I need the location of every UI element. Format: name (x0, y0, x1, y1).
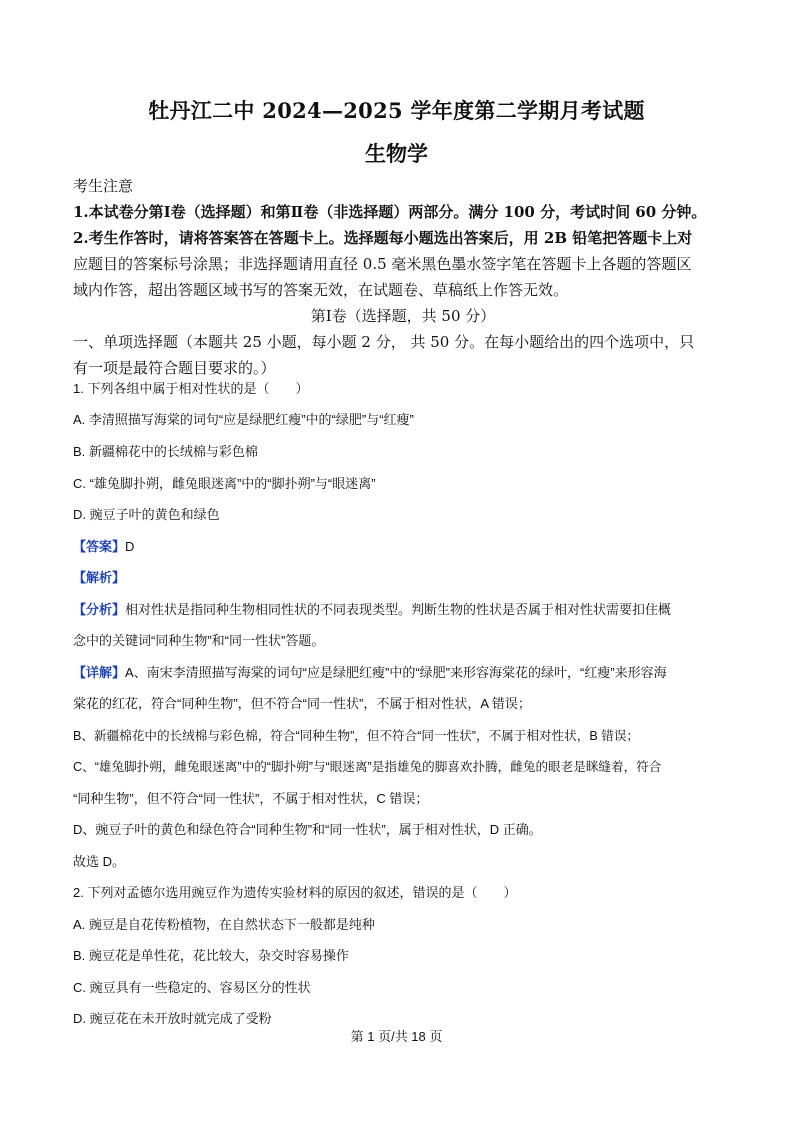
q1-option-d: D. 豌豆子叶的黄色和绿色 (73, 507, 220, 522)
q2-stem: 2. 下列对孟德尔选用豌豆作为遗传实验材料的原因的叙述，错误的是（ ） (73, 885, 517, 900)
q1-option-c: C. “雄兔脚扑朔，雌兔眼迷离”中的“脚扑朔”与“眼迷离” (73, 476, 376, 491)
fenxi-tag: 【分析】 (73, 602, 126, 617)
q2-option-d: D. 豌豆花在未开放时就完成了受粉 (73, 1011, 272, 1026)
q1-conclusion: 故选 D。 (73, 854, 126, 869)
notice-item-2-line-1: 2.考生作答时，请将答案答在答题卡上。选择题每小题选出答案后，用 2B 铅笔把答题卡上对 (73, 229, 693, 247)
page-number: 第 1 页/共 18 页 (350, 1029, 443, 1044)
q1-xiangjie-line-2: 棠花的红花，符合“同种生物”，但不符合“同一性状”，不属于相对性状，A 错误； (73, 696, 531, 711)
section-title: 第Ⅰ卷（选择题，共 50 分） (310, 307, 496, 325)
xiangjie-tag: 【详解】 (73, 665, 126, 680)
q2-option-c: C. 豌豆具有一些稳定的、容易区分的性状 (73, 980, 311, 995)
subject-title: 生物学 (365, 141, 428, 166)
exam-title: 牡丹江二中 2024—2025 学年度第二学期月考试题 (148, 98, 645, 123)
fenxi-text-1: 相对性状是指同种生物相同性状的不同表现类型。判断生物的性状是否属于相对性状需要扣住概 (125, 602, 672, 617)
notice-heading: 考生注意 (73, 177, 134, 195)
exam-notice (73, 173, 733, 381)
q1-xiangjie-line-1 (73, 662, 667, 681)
analysis-tag: 【解析】 (73, 570, 126, 585)
q1-xiangjie-line-5: “同种生物”，但不符合“同一性状”，不属于相对性状，C 错误； (73, 791, 429, 806)
q1-fenxi-line-1 (73, 599, 671, 618)
q1-xiangjie-line-3: B、新疆棉花中的长绒棉与彩色棉，符合“同种生物”，但不符合“同一性状”，不属于相对性状，B 错误； (73, 729, 640, 743)
q2-option-a: A. 豌豆是自花传粉植物，在自然状态下一般都是纯种 (73, 917, 375, 932)
q1-answer (73, 536, 134, 555)
q1-option-a: A. 李清照描写海棠的词句“应是绿肥红瘦”中的“绿肥”与“红瘦” (73, 412, 414, 427)
part-instructions-line-2: 有一项是最符合题目要求的。） (73, 359, 276, 377)
notice-item-1: 1.本试卷分第Ⅰ卷（选择题）和第Ⅱ卷（非选择题）两部分。满分 100 分，考试时间 60 分钟。 (73, 203, 707, 221)
q2-option-b: B. 豌豆花是单性花，花比较大，杂交时容易操作 (73, 948, 349, 963)
xiangjie-text-1: A、南宋李清照描写海棠的词句“应是绿肥红瘦”中的“绿肥”来形容海棠花的绿叶，“红瘦”来形容海 (125, 665, 667, 680)
q1-fenxi-line-2: 念中的关键词“同种生物”和“同一性状”答题。 (73, 633, 325, 648)
q1-xiangjie-line-6: D、豌豆子叶的黄色和绿色符合“同种生物”和“同一性状”，属于相对性状，D 正确。 (73, 822, 542, 837)
answer-tag: 【答案】 (73, 539, 126, 554)
q1-option-b: B. 新疆棉花中的长绒棉与彩色棉 (73, 444, 258, 459)
q1-analysis-tag (73, 567, 125, 586)
notice-item-2-line-2: 应题目的答案标号涂黑；非选择题请用直径 0.5 毫米黑色墨水签字笔在答题卡上各题的答题区 (73, 255, 692, 273)
part-instructions-line-1: 一、单项选择题（本题共 25 小题，每小题 2 分， 共 50 分。在每小题给出的四个选项中，只 (73, 333, 695, 351)
answer-value: D (125, 539, 135, 554)
q1-xiangjie-line-4: C、“雄兔脚扑朔，雌兔眼迷离”中的“脚扑朔”与“眼迷离”是指雄兔的脚喜欢扑腾，雌兔的眼老是眯缝着，符合 (73, 760, 662, 774)
notice-item-2-line-3: 域内作答，超出答题区域书写的答案无效，在试题卷、草稿纸上作答无效。 (73, 281, 569, 299)
q1-stem: 1. 下列各组中属于相对性状的是（ ） (73, 381, 309, 396)
